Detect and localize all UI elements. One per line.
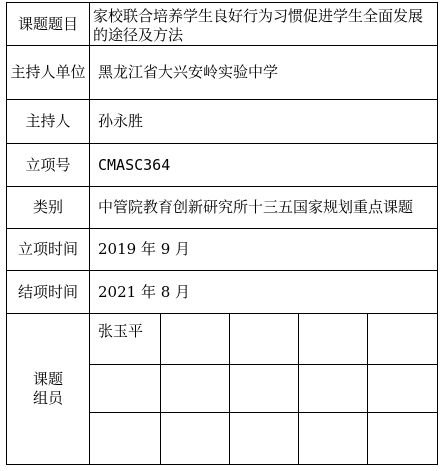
label-end-date: 结项时间 — [7, 271, 90, 314]
member-cell — [368, 365, 438, 413]
row-host-unit — [7, 46, 438, 100]
member-cell: 张玉平 — [90, 314, 161, 365]
value-project-number: CMASC364 — [90, 144, 438, 187]
row-project-number — [7, 144, 438, 187]
label-members-line2: 组员 — [32, 389, 63, 407]
member-cell — [299, 413, 368, 465]
value-host: 孙永胜 — [90, 100, 438, 144]
member-cell — [230, 413, 299, 465]
row-host — [7, 100, 438, 144]
member-cell — [161, 314, 230, 365]
label-start-date: 立项时间 — [7, 229, 90, 271]
value-host-unit: 黑龙江省大兴安岭实验中学 — [90, 46, 438, 100]
label-project-number: 立项号 — [7, 144, 90, 187]
row-start-date — [7, 229, 438, 271]
row-topic — [7, 3, 438, 46]
label-topic: 课题题目 — [7, 3, 90, 46]
member-cell — [299, 365, 368, 413]
member-cell — [230, 314, 299, 365]
row-end-date — [7, 271, 438, 314]
member-cell — [368, 413, 438, 465]
label-host-unit: 主持人单位 — [7, 46, 90, 100]
member-cell — [299, 314, 368, 365]
value-end-date: 2021 年 8 月 — [90, 271, 438, 314]
members-row — [7, 314, 438, 365]
project-info-table — [6, 2, 438, 465]
label-members-line1: 课题 — [32, 370, 63, 388]
value-start-date: 2019 年 9 月 — [90, 229, 438, 271]
member-cell — [90, 365, 161, 413]
member-cell — [230, 365, 299, 413]
value-topic: 家校联合培养学生良好行为习惯促进学生全面发展的途径及方法 — [90, 3, 438, 46]
label-category: 类别 — [7, 187, 90, 229]
member-cell — [161, 365, 230, 413]
label-members — [7, 314, 90, 465]
value-category: 中管院教育创新研究所十三五国家规划重点课题 — [90, 187, 438, 229]
member-cell — [161, 413, 230, 465]
label-host: 主持人 — [7, 100, 90, 144]
row-category — [7, 187, 438, 229]
member-cell — [368, 314, 438, 365]
member-cell — [90, 413, 161, 465]
